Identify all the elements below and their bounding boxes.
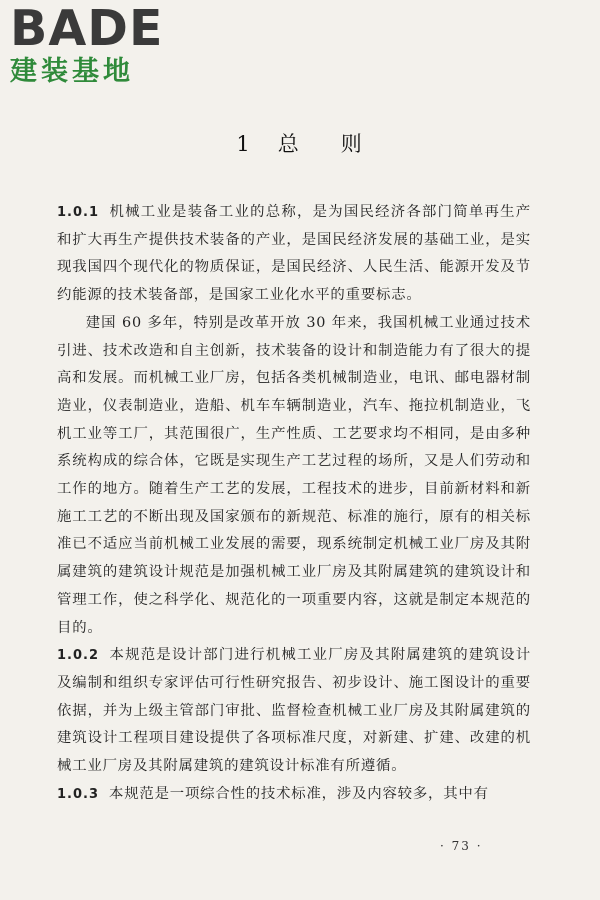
- clause-number: 1.0.2: [57, 648, 100, 664]
- chapter-number: 1: [236, 132, 252, 156]
- clause-number: 1.0.3: [57, 786, 100, 802]
- clause-1-0-1-paragraph-2: [57, 310, 531, 642]
- body-text: [57, 199, 531, 808]
- clause-1-0-1: [57, 199, 531, 310]
- bade-logo: [10, 0, 175, 88]
- clause-text: 机械工业是装备工业的总称，是为国民经济各部门简单再生产和扩大再生产提供技术装备的产业，是国民经济发展的基础工业，是实现我国四个现代化的物质保证，是国民经济、人民生活、能源开发及节约能源的技术装备部，是国家工业化水平的重要标志。: [57, 204, 531, 304]
- clause-number: 1.0.1: [57, 205, 100, 220]
- chapter-title: [0, 128, 600, 158]
- chapter-title-char-1: 总: [277, 132, 301, 156]
- logo-chinese-name: 建装基地: [10, 56, 134, 87]
- clause-1-0-3: [57, 781, 531, 809]
- chapter-title-char-2: 则: [340, 132, 364, 156]
- logo-wordmark: BADE: [10, 0, 164, 57]
- clause-1-0-2: [57, 642, 531, 781]
- page-number: · 73 ·: [440, 839, 483, 853]
- clause-text: 本规范是设计部门进行机械工业厂房及其附属建筑的建筑设计及编制和组织专家评估可行性研究报告、初步设计、施工图设计的重要依据，并为上级主管部门审批、监督检查机械工业厂房及其附属建筑的建筑设计工程项目建设提供了各项标准尺度，对新建、扩建、改建的机械工业厂房及其附属建筑的建筑设计标准有所遵循。: [57, 647, 531, 775]
- clause-text: 本规范是一项综合性的技术标准，涉及内容较多，其中有: [109, 785, 489, 802]
- paragraph-text: 建国 60 多年，特别是改革开放 30 年来，我国机械工业通过技术引进、技术改造和自主创新，技术装备的设计和制造能力有了很大的提高和发展。而机械工业厂房，包括各类机械制造业，电讯、邮电器材制造业，仪表制造业，造船、机车车辆制造业，汽车、拖拉机制造业，飞机工业等工厂，其范围很广，生产性质、工艺要求均不相同，是由多种系统构成的综合体，它既是实现生产工艺过程的场所，又是人们劳动和工作的地方。随着生产工艺的发展，工程技术的进步，目前新材料和新施工工艺的不断出现及国家颁布的新规范、标准的施行，原有的相关标准已不适应当前机械工业发展的需要，现系统制定机械工业厂房及其附属建筑的建筑设计规范是加强机械工业厂房及其附属建筑的建筑设计和管理工作，使之科学化、规范化的一项重要内容，这就是制定本规范的目的。: [57, 314, 531, 636]
